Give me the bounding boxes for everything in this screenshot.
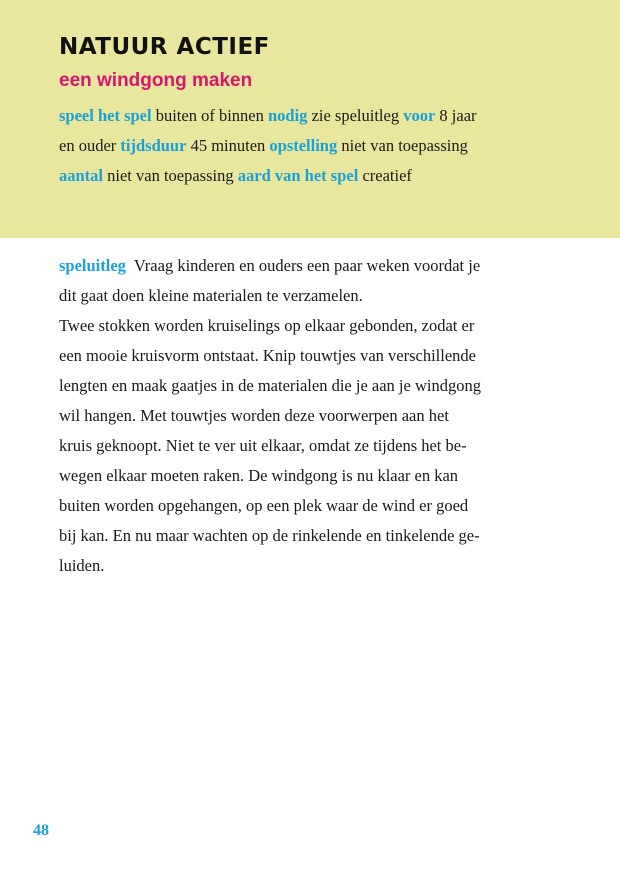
meta-value: zie speluitleg [307,106,404,125]
meta-key: nodig [268,106,308,125]
activity-meta [59,101,569,191]
body-line: een mooie kruisvorm ontstaat. Knip touwtjes van verschillende [59,346,476,365]
body-line: buiten worden opgehangen, op een plek waar de wind er goed [59,496,469,515]
instructions-label: speluitleg [59,256,126,275]
meta-line [59,161,569,191]
instructions-text [59,251,564,581]
meta-value: en ouder [59,136,121,155]
meta-value: 8 jaar [435,106,477,125]
meta-key: aard van het spel [237,166,359,185]
page-number: 48 [33,822,49,839]
body-line: kruis geknoopt. Niet te ver uit elkaar, omdat ze tijdens het be- [59,436,467,455]
body-line: bij kan. En nu maar wachten op de rinkelende en tinkelende ge- [59,526,480,545]
meta-key: voor [403,106,436,125]
body-line [59,251,564,281]
activity-title: een windgong maken [59,70,253,91]
meta-key: opstelling [269,136,338,155]
meta-value: niet van toepassing [337,136,468,155]
meta-key: aantal [59,166,104,185]
body-line: lengten en maak gaatjes in de materialen die je aan je windgong [59,376,481,395]
section-title: NATUUR ACTIEF [59,34,270,60]
meta-key: speel het spel [59,106,152,125]
meta-key: tijdsduur [120,136,187,155]
meta-value: buiten of binnen [151,106,268,125]
meta-line [59,131,569,161]
body-line: wil hangen. Met touwtjes worden deze voorwerpen aan het [59,406,449,425]
body-text: Vraag kinderen en ouders een paar weken voordat je [125,256,481,275]
body-line: Twee stokken worden kruiselings op elkaar gebonden, zodat er [59,316,475,335]
body-line: wegen elkaar moeten raken. De windgong is nu klaar en kan [59,466,459,485]
meta-line [59,101,569,131]
meta-value: 45 minuten [186,136,270,155]
meta-value: niet van toepassing [103,166,238,185]
meta-value: creatief [358,166,412,185]
body-line: luiden. [59,556,105,575]
body-line: dit gaat doen kleine materialen te verzamelen. [59,286,363,305]
